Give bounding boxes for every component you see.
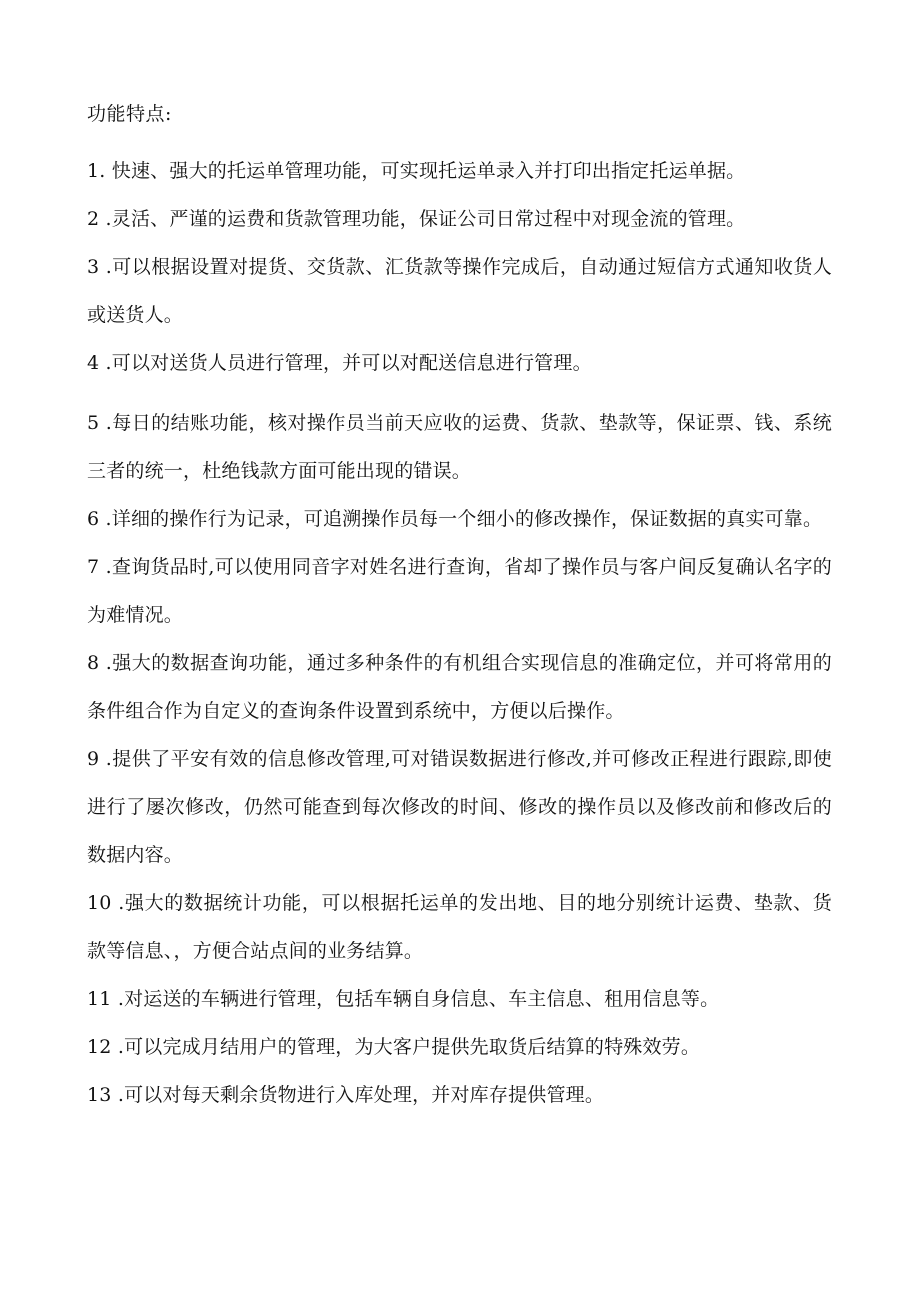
- item-number: 8 .: [87, 652, 113, 674]
- item-number: 13 .: [87, 1084, 125, 1106]
- feature-item-12: [87, 1023, 832, 1071]
- feature-item-10: [87, 879, 832, 975]
- section-heading: 功能特点:: [87, 103, 172, 125]
- item-text: 可以对送货人员进行管理，并可以对配送信息进行管理。: [111, 352, 592, 374]
- item-text: 灵活、严谨的运费和货款管理功能，保证公司日常过程中对现金流的管理。: [111, 208, 746, 230]
- feature-item-13: [87, 1071, 832, 1119]
- item-text: 强大的数据查询功能，通过多种条件的有机组合实现信息的准确定位，并可将常用的条件组合作为自定义的查询条件设置到系统中，方便以后操作。: [87, 652, 832, 722]
- feature-item-6: [87, 495, 832, 543]
- item-text: 每日的结账功能，核对操作员当前天应收的运费、货款、垫款等，保证票、钱、系统三者的统一，杜绝钱款方面可能出现的错误。: [87, 412, 832, 482]
- item-number: 4 .: [87, 352, 112, 374]
- document-page: [87, 96, 832, 1119]
- feature-item-7: [87, 543, 832, 639]
- item-number: 11 .: [87, 988, 125, 1010]
- item-number: 2 .: [87, 208, 112, 230]
- item-text: 可以根据设置对提货、交货款、汇货款等操作完成后，自动通过短信方式通知收货人或送货人。: [87, 256, 832, 326]
- item-number: 12 .: [87, 1036, 125, 1058]
- feature-item-3: [87, 243, 832, 339]
- feature-item-1: [87, 147, 832, 195]
- item-text: 可以对每天剩余货物进行入库处理，并对库存提供管理。: [124, 1084, 605, 1106]
- item-number: 5 .: [87, 412, 113, 434]
- item-number: 1.: [87, 160, 106, 182]
- feature-item-5: [87, 399, 832, 495]
- feature-item-9: [87, 735, 832, 879]
- item-text: 可以完成月结用户的管理，为大客户提供先取货后结算的特殊效劳。: [124, 1036, 701, 1058]
- item-text: 详细的操作行为记录，可追溯操作员每一个细小的修改操作，保证数据的真实可靠。: [111, 508, 823, 530]
- feature-item-4: [87, 339, 832, 387]
- item-number: 9 .: [87, 748, 113, 770]
- item-text: 查询货品时,可以使用同音字对姓名进行查询，省却了操作员与客户间反复确认名字的为难情况。: [87, 556, 832, 626]
- item-text: 提供了平安有效的信息修改管理,可对错误数据进行修改,并可修改正程进行跟踪,即使进行了屡次修改，仍然可能查到每次修改的时间、修改的操作员以及修改前和修改后的数据内容。: [87, 748, 832, 866]
- item-text: 对运送的车辆进行管理，包括车辆自身信息、车主信息、租用信息等。: [124, 988, 720, 1010]
- item-text: 快速、强大的托运单管理功能，可实现托运单录入并打印出指定托运单据。: [111, 160, 746, 182]
- item-number: 10 .: [87, 892, 125, 914]
- item-number: 6 .: [87, 508, 112, 530]
- item-number: 7 .: [87, 556, 112, 578]
- feature-item-8: [87, 639, 832, 735]
- item-number: 3 .: [87, 256, 113, 278]
- feature-item-2: [87, 195, 832, 243]
- feature-item-11: [87, 975, 832, 1023]
- item-text: 强大的数据统计功能，可以根据托运单的发出地、目的地分别统计运费、垫款、货款等信息、，方便合站点间的业务结算。: [87, 892, 832, 962]
